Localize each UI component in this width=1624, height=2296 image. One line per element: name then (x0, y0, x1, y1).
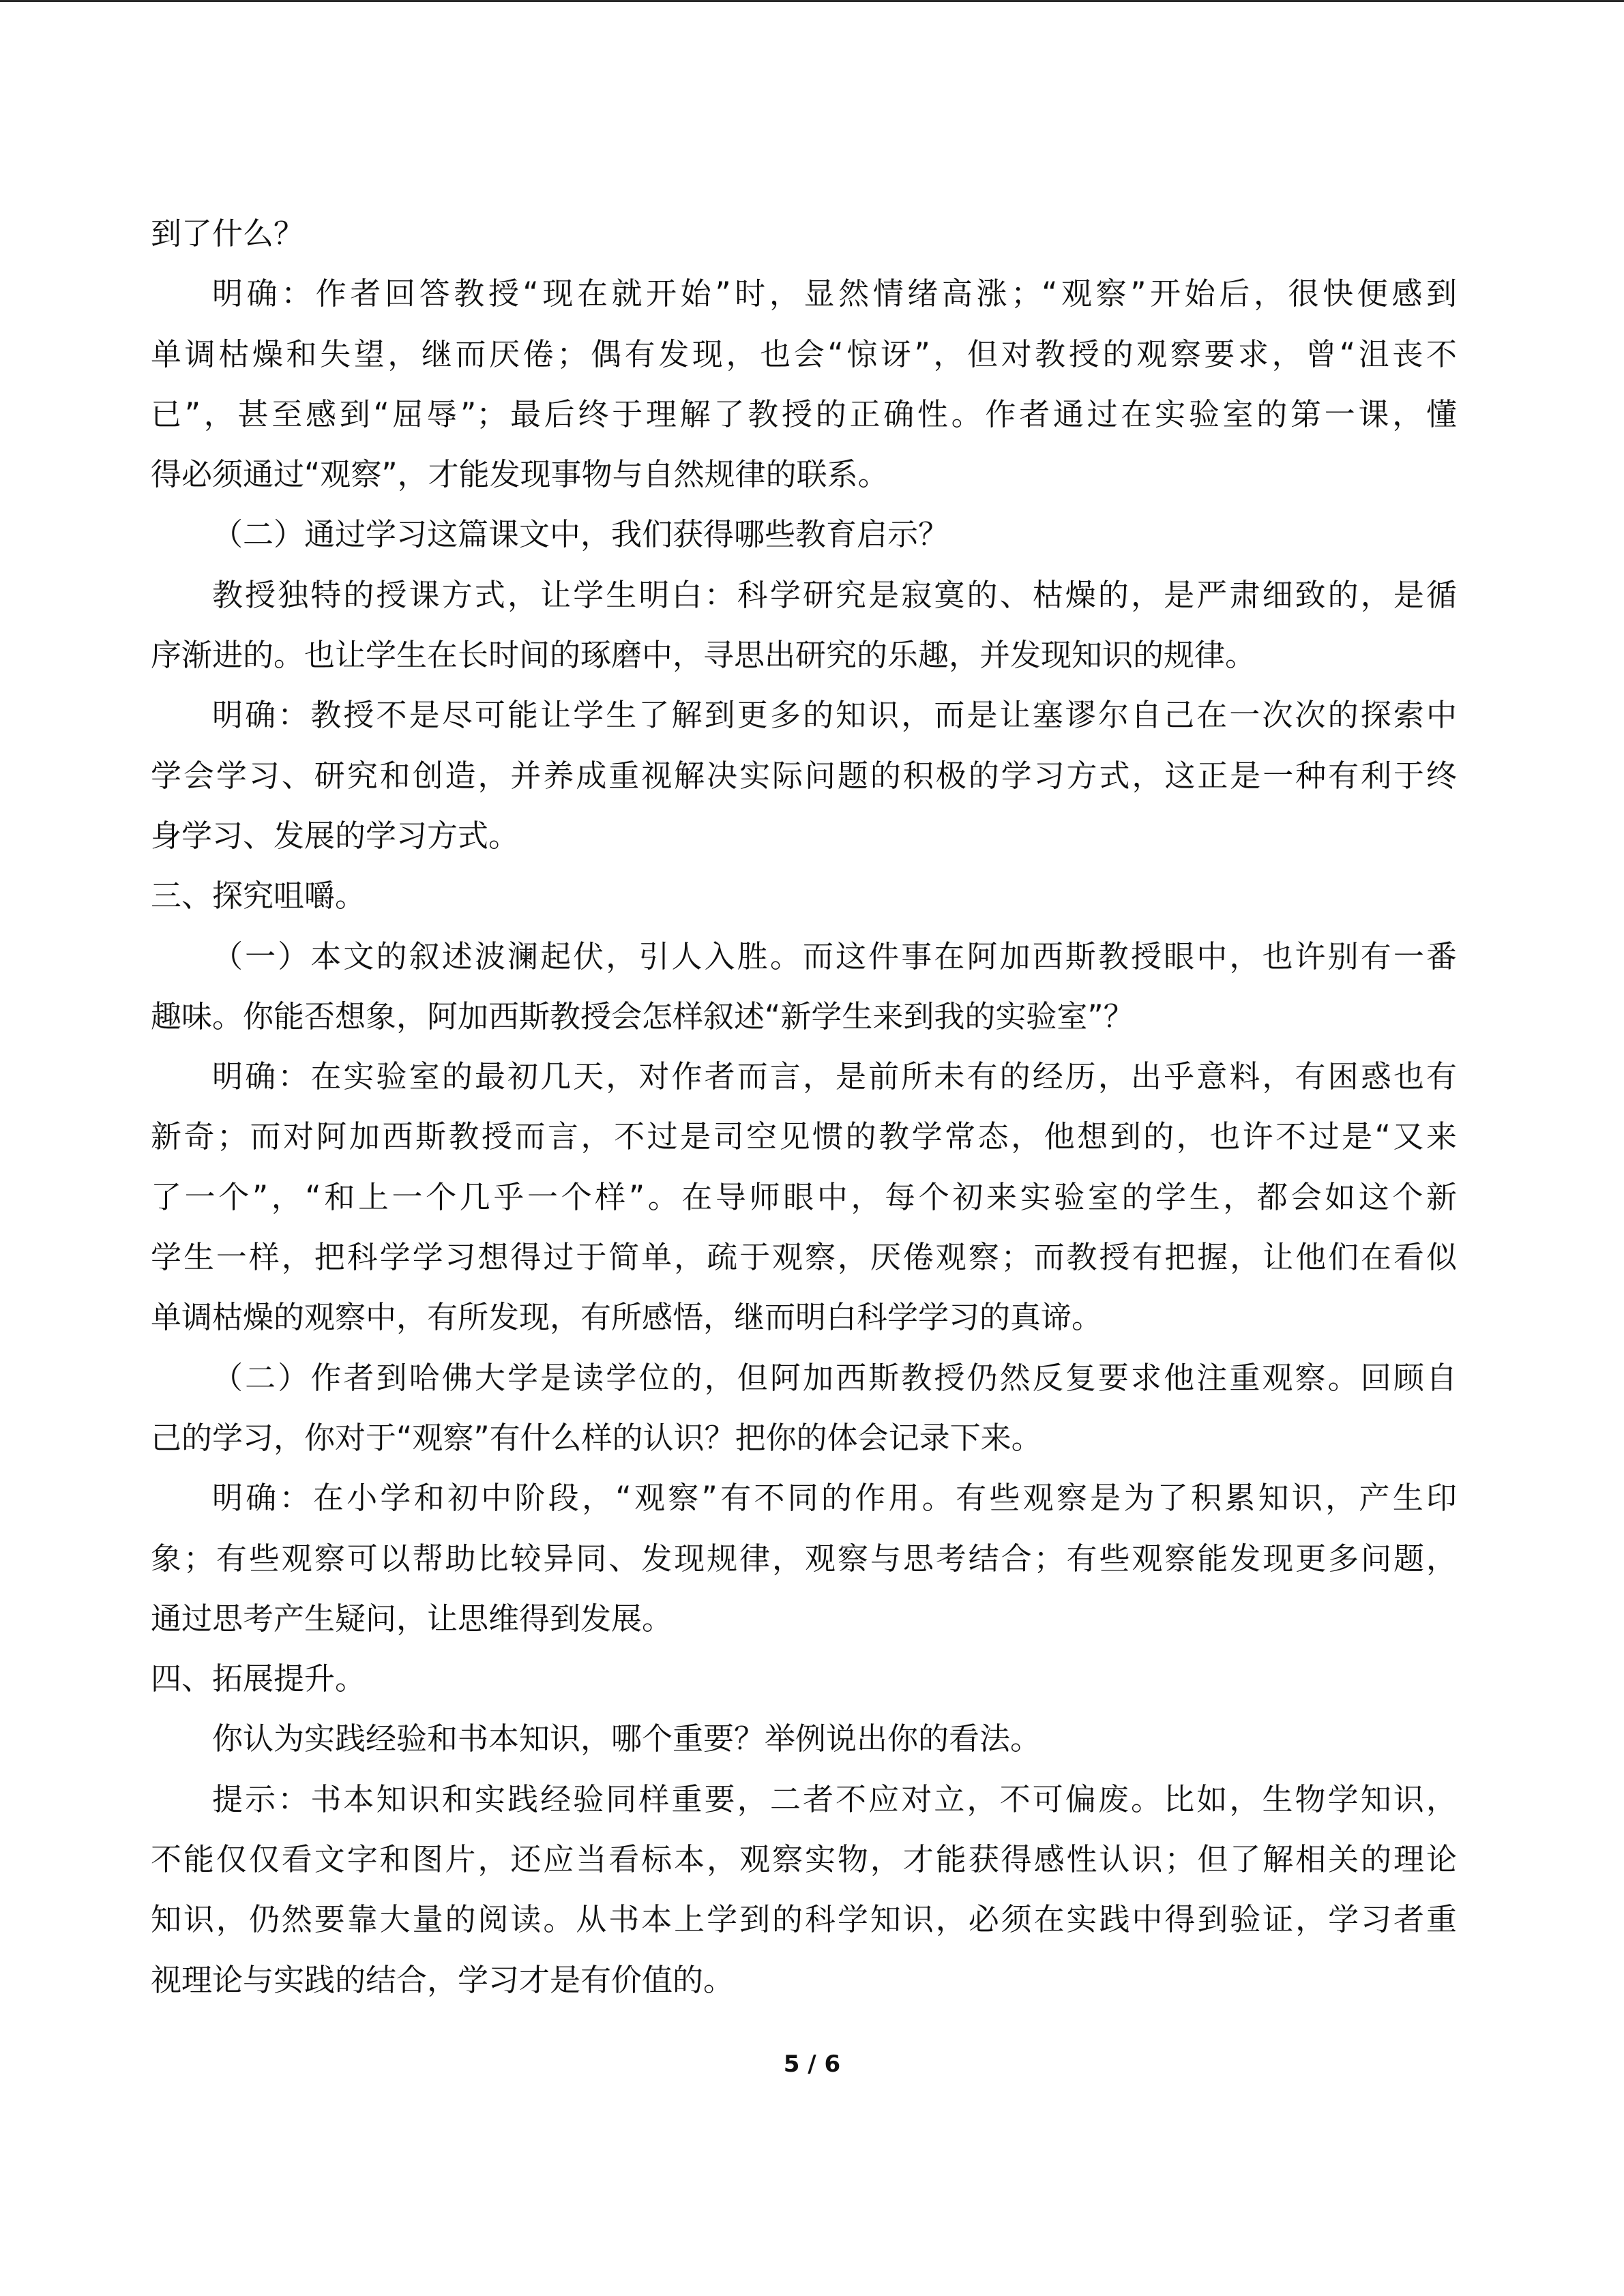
paragraph-continued (151, 204, 1457, 264)
answer-paragraph (151, 1047, 1457, 1347)
page-top-border (0, 0, 1624, 2)
text-line: 提示：书本知识和实践经验同样重要，二者不应对立，不可偏废。比如，生物学知识， (212, 1780, 1457, 1817)
document-body (151, 204, 1457, 2010)
text-line: （二）作者到哈佛大学是读学位的，但阿加西斯教授仍然反复要求他注重观察。回顾自 (212, 1359, 1457, 1396)
text-line: 教授独特的授课方式，让学生明白：科学研究是寂寞的、枯燥的，是严肃细致的，是循 (212, 576, 1457, 613)
question-paragraph (151, 927, 1457, 1047)
text-line: 明确：教授不是尽可能让学生了解到更多的知识，而是让塞谬尔自己在一次次的探索中 (212, 697, 1457, 734)
question-paragraph (151, 1709, 1457, 1769)
text-line: 趣味。你能否想象，阿加西斯教授会怎样叙述“新学生来到我的实验室”？ (151, 998, 1134, 1034)
text-line: 了一个”，“和上一个几乎一个样”。在导师眼中，每个初来实验室的学生，都会如这个新 (151, 1178, 1457, 1215)
text-line: 到了什么？ (151, 215, 305, 252)
text-line: 已”，甚至感到“屈辱”；最后终于理解了教授的正确性。作者通过在实验室的第一课，懂 (151, 396, 1457, 432)
section-heading (151, 1649, 1457, 1709)
section-heading (151, 866, 1457, 926)
text-line: 知识，仍然要靠大量的阅读。从书本上学到的科学知识，必须在实践中得到验证，学习者重 (151, 1901, 1457, 1938)
text-line: 学会学习、研究和创造，并养成重视解决实际问题的积极的学习方式，这正是一种有利于终 (151, 757, 1457, 794)
text-line: 新奇；而对阿加西斯教授而言，不过是司空见惯的教学常态，他想到的，也许不过是“又来 (151, 1118, 1457, 1155)
section-heading-text: 三、探究咀嚼。 (151, 878, 366, 914)
text-line: 得必须通过“观察”，才能发现事物与自然规律的联系。 (151, 456, 889, 493)
text-line: 你认为实践经验和书本知识，哪个重要？举例说出你的看法。 (212, 1720, 1042, 1757)
hint-paragraph (151, 1770, 1457, 2010)
text-line: 不能仅仅看文字和图片，还应当看标本，观察实物，才能获得感性认识；但了解相关的理论 (151, 1841, 1457, 1878)
text-line: 单调枯燥和失望，继而厌倦；偶有发现，也会“惊讶”，但对教授的观察要求，曾“沮丧不 (151, 336, 1457, 372)
text-line: 通过思考产生疑问，让思维得到发展。 (151, 1600, 673, 1637)
text-line: 明确：在实验室的最初几天，对作者而言，是前所未有的经历，出乎意料，有困惑也有 (212, 1058, 1457, 1095)
body-paragraph (151, 565, 1457, 686)
answer-paragraph (151, 685, 1457, 866)
text-line: （一）本文的叙述波澜起伏，引人入胜。而这件事在阿加西斯教授眼中，也许别有一番 (212, 938, 1457, 974)
question-paragraph (151, 505, 1457, 565)
text-line: （二）通过学习这篇课文中，我们获得哪些教育启示？ (212, 516, 949, 553)
answer-paragraph (151, 264, 1457, 505)
text-line: 明确：在小学和初中阶段，“观察”有不同的作用。有些观察是为了积累知识，产生印 (212, 1480, 1457, 1517)
text-line: 视理论与实践的结合，学习才是有价值的。 (151, 1961, 735, 1998)
answer-paragraph (151, 1468, 1457, 1649)
text-line: 序渐进的。也让学生在长时间的琢磨中，寻思出研究的乐趣，并发现知识的规律。 (151, 637, 1256, 674)
question-paragraph (151, 1348, 1457, 1469)
section-heading-text: 四、拓展提升。 (151, 1660, 366, 1697)
text-line: 学生一样，把科学学习想得过于简单，疏于观察，厌倦观察；而教授有把握，让他们在看似 (151, 1239, 1457, 1276)
text-line: 单调枯燥的观察中，有所发现，有所感悟，继而明白科学学习的真谛。 (151, 1299, 1103, 1336)
text-line: 己的学习，你对于“观察”有什么样的认识？把你的体会记录下来。 (151, 1419, 1042, 1456)
text-line: 象；有些观察可以帮助比较异同、发现规律，观察与思考结合；有些观察能发现更多问题， (151, 1540, 1457, 1577)
page-number: 5 / 6 (783, 2051, 841, 2078)
text-line: 明确：作者回答教授“现在就开始”时，显然情绪高涨；“观察”开始后，很快便感到 (212, 275, 1457, 312)
text-line: 身学习、发展的学习方式。 (151, 817, 520, 854)
